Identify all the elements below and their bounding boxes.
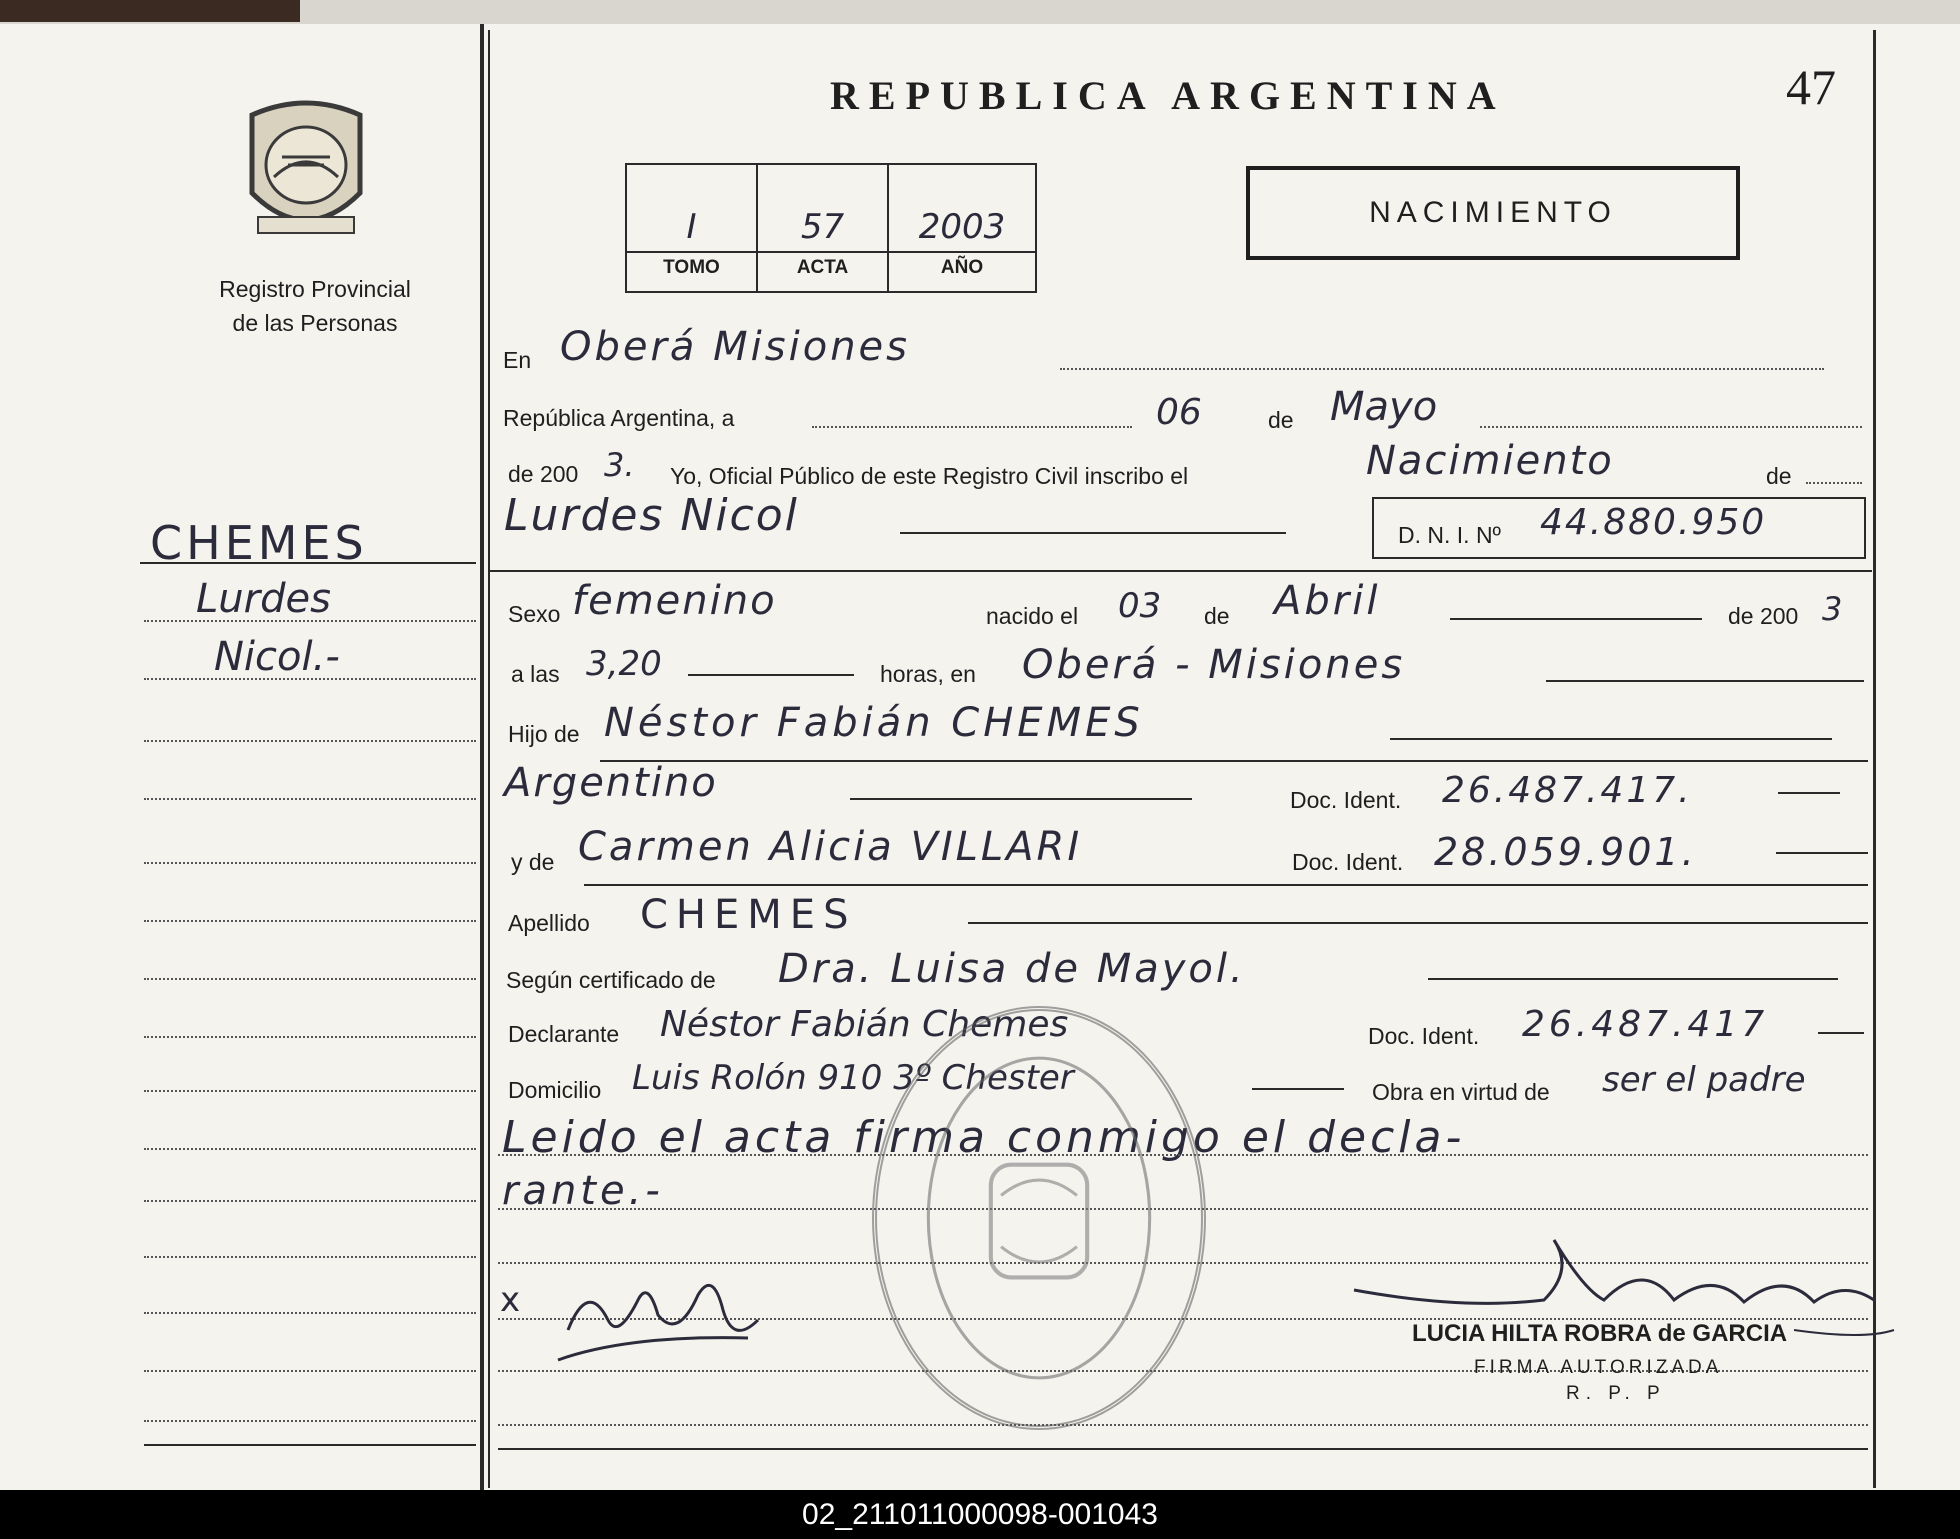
- a-las-label: a las: [511, 661, 560, 687]
- margin-line: [144, 1200, 476, 1202]
- doc-ident-label-father: Doc. Ident.: [1290, 787, 1402, 813]
- stamp-emblem-icon: [877, 1011, 1201, 1425]
- day-value: 06: [1156, 392, 1202, 433]
- page-title: REPUBLICA ARGENTINA: [830, 73, 1506, 118]
- margin-line: [144, 1420, 476, 1422]
- birth-day: 03: [1118, 586, 1162, 626]
- fill-line: [584, 884, 1868, 886]
- child-name: Lurdes Nicol: [504, 490, 799, 541]
- top-edge-dark: [0, 0, 300, 22]
- margin-line: [144, 862, 476, 864]
- margin-line: [144, 920, 476, 922]
- fill-line: [1778, 792, 1840, 794]
- ano-label: AÑO: [940, 257, 984, 278]
- declarante-label: Declarante: [508, 1021, 620, 1047]
- fill-line: [600, 760, 1868, 762]
- act-number-table: [625, 163, 1037, 293]
- month-value: Mayo: [1330, 384, 1438, 430]
- margin-line: [144, 620, 476, 622]
- certificate-by: Dra. Luisa de Mayol.: [778, 946, 1246, 992]
- margin-bottom-rule: [144, 1444, 476, 1446]
- doc-ident-label-mother: Doc. Ident.: [1292, 849, 1404, 875]
- nacido-label: nacido el: [986, 603, 1079, 629]
- year-suffix: 3.: [604, 446, 635, 484]
- margin-line: [144, 740, 476, 742]
- left-column-divider: [480, 24, 484, 1490]
- fill-line: [1450, 618, 1702, 620]
- fill-line: [1776, 852, 1868, 854]
- official-org: R. P. P: [1566, 1383, 1666, 1404]
- fill-line: [1480, 426, 1862, 428]
- margin-line: [144, 798, 476, 800]
- fill-line: [812, 426, 1132, 428]
- declarant-signature-icon: [548, 1260, 778, 1370]
- republic-label: República Argentina, a: [503, 405, 735, 431]
- domicilio-label: Domicilio: [508, 1077, 602, 1103]
- year-prefix: de 200: [508, 461, 579, 487]
- act-type-box: NACIMIENTO: [1246, 166, 1740, 260]
- birth-month: Abril: [1274, 578, 1381, 624]
- fill-line: [1806, 482, 1862, 484]
- fill-line: [1428, 978, 1838, 980]
- registry-label: [160, 272, 470, 340]
- de-label-2: de: [1766, 463, 1792, 489]
- de-label-3: de: [1204, 603, 1230, 629]
- dni-value: 44.880.950: [1540, 502, 1767, 543]
- tomo-cell: [627, 165, 758, 291]
- margin-rule: [140, 562, 476, 564]
- doc-ident-label-declarante: Doc. Ident.: [1368, 1023, 1480, 1049]
- page-number: 47: [1786, 59, 1836, 115]
- fill-line: [968, 922, 1868, 924]
- obra-label: Obra en virtud de: [1372, 1079, 1550, 1105]
- acta-value: 57: [800, 207, 845, 247]
- fill-line: [1252, 1088, 1344, 1090]
- acta-label: ACTA: [796, 257, 849, 278]
- provincial-seal-icon: [238, 97, 374, 242]
- yo-label: Yo, Oficial Público de este Registro Civil inscribo el: [670, 463, 1189, 489]
- acta-cell: [758, 165, 889, 291]
- de-year-label: de 200: [1728, 603, 1799, 629]
- fill-line: [688, 674, 854, 676]
- en-label: En: [503, 347, 532, 373]
- table-divider: [627, 251, 1035, 253]
- sexo-label: Sexo: [508, 601, 561, 627]
- de-label: de: [1268, 407, 1294, 433]
- official-title: FIRMA AUTORIZADA: [1474, 1357, 1723, 1378]
- bottom-rule: [498, 1448, 1868, 1450]
- section-rule: [488, 570, 1872, 572]
- margin-line: [144, 1090, 476, 1092]
- ano-value: 2003: [918, 207, 1006, 247]
- margin-line: [144, 978, 476, 980]
- father-nationality: Argentino: [504, 760, 718, 806]
- birth-time: 3,20: [586, 644, 662, 684]
- margin-name-1: Lurdes: [196, 576, 331, 622]
- sexo-value: femenino: [572, 578, 777, 624]
- margin-line: [144, 678, 476, 680]
- domicilio-value: Luis Rolón 910 3º Chester: [632, 1058, 1074, 1098]
- fill-line: [1818, 1032, 1864, 1034]
- father-doc: 26.487.417.: [1442, 770, 1693, 811]
- declarant-signature-mark: x: [500, 1280, 521, 1320]
- event-value: Nacimiento: [1366, 438, 1614, 484]
- birth-year-suffix: 3: [1822, 590, 1843, 628]
- mother-doc: 28.059.901.: [1434, 830, 1697, 874]
- fill-line: [900, 532, 1286, 534]
- father-name: Néstor Fabián CHEMES: [604, 700, 1144, 746]
- note-line-1: Leido el acta firma conmigo el decla-: [502, 1112, 1466, 1163]
- fill-line: [850, 798, 1192, 800]
- ano-cell: [889, 165, 1035, 291]
- fill-line: [1546, 680, 1864, 682]
- apellido-value: CHEMES: [640, 892, 857, 938]
- mother-name: Carmen Alicia VILLARI: [578, 824, 1083, 870]
- segun-label: Según certificado de: [506, 967, 716, 993]
- declarante-doc: 26.487.417: [1522, 1004, 1769, 1045]
- dni-label: D. N. I. Nº: [1398, 522, 1501, 548]
- margin-line: [144, 1148, 476, 1150]
- margin-surname: CHEMES: [150, 516, 368, 570]
- registry-label-line1: Registro Provincial: [219, 276, 411, 302]
- tomo-value: I: [686, 207, 697, 247]
- y-de-label: y de: [511, 849, 555, 875]
- obra-value: ser el padre: [1602, 1060, 1806, 1100]
- note-line-2: rante.-: [502, 1168, 664, 1214]
- apellido-label: Apellido: [508, 910, 590, 936]
- place-value: Oberá Misiones: [560, 324, 911, 370]
- official-stamp: [872, 1006, 1206, 1430]
- image-caption: 02_211011000098-001043: [0, 1490, 1960, 1539]
- declarante-value: Néstor Fabián Chemes: [660, 1004, 1069, 1045]
- margin-line: [144, 1256, 476, 1258]
- margin-line: [144, 1036, 476, 1038]
- hijo-label: Hijo de: [508, 721, 580, 747]
- fill-line: [1060, 368, 1824, 370]
- margin-line: [144, 1312, 476, 1314]
- margin-line: [144, 1370, 476, 1372]
- official-name: LUCIA HILTA ROBRA de GARCIA: [1412, 1320, 1788, 1347]
- registry-label-line2: de las Personas: [232, 310, 398, 336]
- horas-label: horas, en: [880, 661, 976, 687]
- margin-name-2: Nicol.-: [214, 634, 340, 680]
- birth-place: Oberá - Misiones: [1022, 642, 1406, 688]
- tomo-label: TOMO: [663, 257, 720, 278]
- fill-line: [1390, 738, 1832, 740]
